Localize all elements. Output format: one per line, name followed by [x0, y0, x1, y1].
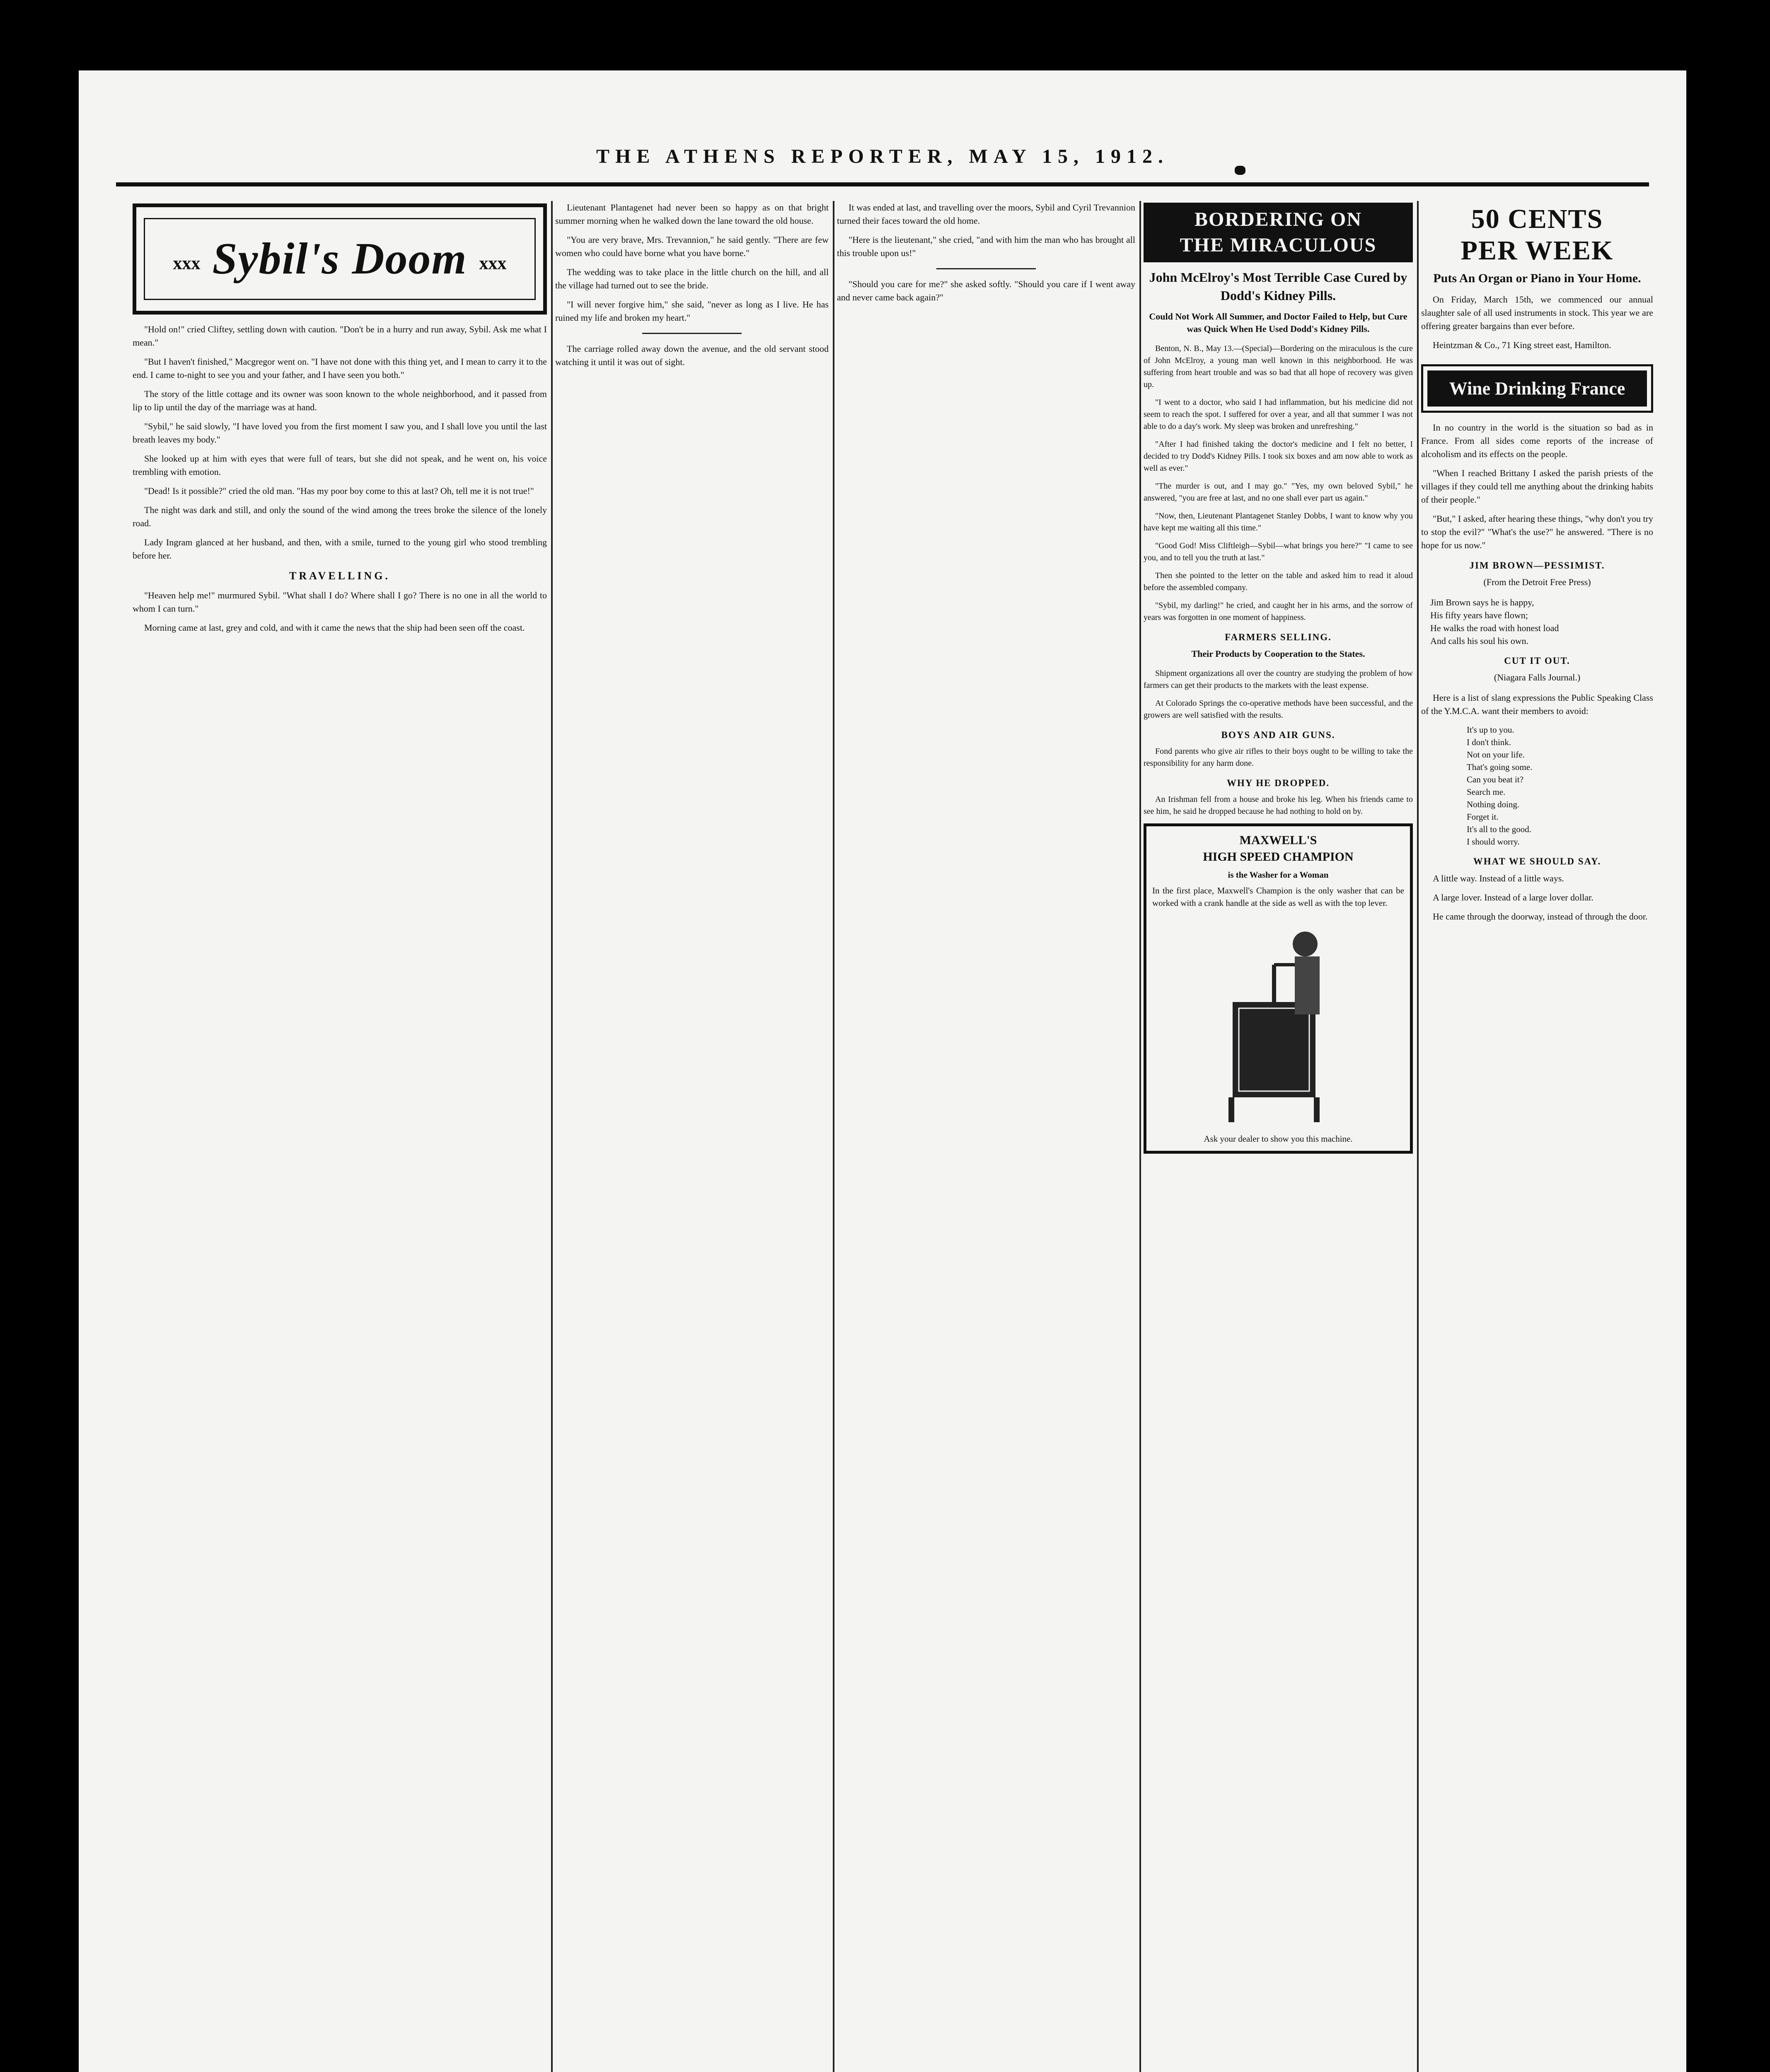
- ad-subtitle: HIGH SPEED CHAMPION: [1203, 850, 1354, 864]
- france-title: Wine Drinking France: [1427, 370, 1647, 407]
- news-paragraph: "After I had finished taking the doctor's medicine and I felt no better, I decided to try Dodd's Kidney Pills. I took six boxes and am now able to work as well as ever.": [1144, 440, 1413, 473]
- dodds-subheadline: John McElroy's Most Terrible Case Cured by Dodd's Kidney Pills.: [1149, 270, 1407, 303]
- news-paragraph: "Sybil, my darling!" he cried, and caught her in his arms, and the sorrow of years was forgotten in one moment of happiness.: [1144, 601, 1413, 622]
- newspaper-page: [79, 70, 1686, 2072]
- ink-speck: [1235, 166, 1245, 175]
- news-paragraph: "I went to a doctor, who said I had inflammation, but his medicine did not seem to reach the spot. I suffered for over a year, and all that summer I was not able to do a day's work. My sleep was broken and unrefreshing.": [1144, 398, 1413, 431]
- story-paragraph: "Hold on!" cried Cliftey, settling down with caution. "Don't be in a hurry and run away, Sybil. Ask me what I mean.": [133, 324, 547, 348]
- story-paragraph: The wedding was to take place in the little church on the hill, and all the village had turned out to see the bride.: [555, 267, 829, 290]
- jim-brown-source: (From the Detroit Free Press): [1483, 577, 1591, 587]
- page-header: THE ATHENS REPORTER, MAY 15, 1912.: [596, 145, 1169, 167]
- poem: [1430, 596, 1653, 647]
- slang-item: Can you beat it?: [1467, 775, 1524, 784]
- slang-item: It's up to you.: [1467, 725, 1514, 735]
- story-paragraph: "But I haven't finished," Macgregor went on. "I have not done with this thing yet, and I mean to carry it to the end. I came to-night to see you and your father, and I have seen you both.": [133, 356, 547, 380]
- france-title-box: [1421, 364, 1653, 413]
- story-paragraph: Lieutenant Plantagenet had never been so happy as on that bright summer morning when he walked down the lane toward the old house.: [555, 202, 829, 226]
- ad-tagline: is the Washer for a Woman: [1228, 870, 1329, 880]
- maxwell-washer-ad: [1144, 823, 1413, 1154]
- ad-price: 50 CENTS: [1471, 204, 1603, 234]
- news-column: [1144, 201, 1413, 2072]
- news-paragraph: Benton, N. B., May 13.—(Special)—Bordering on the miraculous is the cure of John McElroy, a young man well known in this neighborhood. He was suffering from heart trouble and was so bad that all hope of recovery was given up.: [1144, 344, 1413, 389]
- story-column-continued: [555, 201, 829, 2072]
- divider: [642, 333, 742, 334]
- dodds-headline-box: [1144, 203, 1413, 262]
- jim-brown-heading: JIM BROWN—PESSIMIST.: [1469, 560, 1605, 571]
- slang-item: Nothing doing.: [1467, 799, 1520, 809]
- story-paragraph: She looked up at him with eyes that were full of tears, but she did not speak, and he went on, his voice trembling with emotion.: [133, 453, 547, 477]
- ad-paragraph: On Friday, March 15th, we commenced our annual slaughter sale of all used instruments in stock. This year we are offering greater bargains than ever before.: [1421, 294, 1653, 331]
- ads-column: [1421, 201, 1653, 2072]
- ad-period: PER WEEK: [1460, 235, 1614, 266]
- cut-it-out-heading: CUT IT OUT.: [1504, 656, 1570, 666]
- slang-item: Forget it.: [1467, 812, 1499, 822]
- story-paragraph: "I will never forgive him," she said, "never as long as I live. He has ruined my life and broken my heart.": [555, 299, 829, 323]
- farmers-heading: FARMERS SELLING.: [1225, 632, 1332, 642]
- article-paragraph: A large lover. Instead of a large lover dollar.: [1433, 892, 1593, 903]
- story-title-box: [133, 203, 547, 315]
- cut-it-out-source: (Niagara Falls Journal.): [1494, 672, 1581, 683]
- washing-machine-illustration: [1216, 915, 1340, 1130]
- dropped-heading: WHY HE DROPPED.: [1226, 778, 1330, 788]
- ad-title: MAXWELL'S: [1239, 833, 1317, 847]
- dodds-headline-line: BORDERING ON: [1194, 208, 1362, 230]
- story-title: [144, 218, 536, 300]
- slang-list: [1467, 724, 1653, 848]
- article-paragraph: Here is a list of slang expressions the Public Speaking Class of the Y.M.C.A. want their members to avoid:: [1421, 692, 1653, 716]
- dodds-headline-line: THE MIRACULOUS: [1180, 234, 1377, 256]
- ad-paragraph: Heintzman & Co., 71 King street east, Hamilton.: [1433, 340, 1611, 350]
- ad-footer: Ask your dealer to show you this machine.: [1204, 1134, 1353, 1144]
- what-we-should-say-heading: WHAT WE SHOULD SAY.: [1473, 856, 1601, 867]
- column-rule: [1139, 201, 1141, 2072]
- slang-item: Not on your life.: [1467, 750, 1525, 760]
- story-paragraph: "Should you care for me?" she asked softly. "Should you care if I went away and never came back again?": [837, 279, 1135, 303]
- ad-subtitle: Puts An Organ or Piano in Your Home.: [1433, 271, 1641, 285]
- poem-line: He walks the road with honest load: [1430, 623, 1559, 633]
- poem-line: And calls his soul his own.: [1430, 636, 1529, 646]
- piano-ad: [1421, 203, 1653, 287]
- story-paragraph: "You are very brave, Mrs. Trevannion," he said gently. "There are few women who could have borne what you have borne.": [555, 235, 829, 258]
- section-heading: TRAVELLING.: [289, 570, 390, 582]
- story-paragraph: The night was dark and still, and only the sound of the wind among the trees broke the silence of the lonely road.: [133, 505, 547, 528]
- column-rule: [551, 201, 553, 2072]
- slang-item: I don't think.: [1467, 737, 1511, 747]
- news-paragraph: Fond parents who give air rifles to their boys ought to be willing to take the responsibility for any harm done.: [1144, 747, 1413, 768]
- story-paragraph: "Here is the lieutenant," she cried, "and with him the man who has brought all this trouble upon us!": [837, 235, 1135, 258]
- story-paragraph: Lady Ingram glanced at her husband, and then, with a smile, turned to the young girl who stood trembling before her.: [133, 537, 547, 561]
- poem-line: His fifty years have flown;: [1430, 610, 1528, 620]
- story-title-text: Sybil's Doom: [212, 234, 467, 283]
- title-ornament: xxx: [479, 253, 507, 274]
- story-paragraph: "Dead! Is it possible?" cried the old man. "Has my poor boy come to this at last? Oh, tell me it is not true!": [144, 486, 534, 496]
- title-ornament: xxx: [173, 253, 201, 274]
- news-paragraph: "Good God! Miss Cliftleigh—Sybil—what brings you here?" "I came to see you, and to tell you the truth at last.": [1144, 541, 1413, 562]
- article-paragraph: "But," I asked, after hearing these things, "why don't you try to stop the evil?" "What's the use?" he answered. "There is no hope for us now.": [1421, 513, 1653, 550]
- story-paragraph: "Heaven help me!" murmured Sybil. "What shall I do? Where shall I go? There is no one in all the world to whom I can turn.": [133, 590, 547, 614]
- column-rule: [833, 201, 834, 2072]
- ad-body: In the first place, Maxwell's Champion is the only washer that can be worked with a crank handle at the side as well as with the top lever.: [1152, 886, 1404, 908]
- slang-item: I should worry.: [1467, 837, 1520, 847]
- header-rule: [116, 182, 1649, 186]
- news-paragraph: "The murder is out, and I may go." "Yes, my own beloved Sybil," he answered, "you are free at last, and no one shall ever part us again.": [1144, 482, 1413, 503]
- divider: [936, 268, 1036, 269]
- news-paragraph: At Colorado Springs the co-operative methods have been successful, and the growers are well satisfied with the results.: [1144, 699, 1413, 720]
- news-paragraph: An Irishman fell from a house and broke his leg. When his friends came to see him, he said he dropped because he had nothing to hold on by.: [1144, 795, 1413, 816]
- story-paragraph: It was ended at last, and travelling over the moors, Sybil and Cyril Trevannion turned their faces toward the old home.: [837, 202, 1135, 226]
- dodds-deck: Could Not Work All Summer, and Doctor Failed to Help, but Cure was Quick When He Used Dodd's Kidney Pills.: [1149, 311, 1407, 334]
- news-paragraph: "Now, then, Lieutenant Plantagenet Stanley Dobbs, I want to know why you have kept me waiting all this time.": [1144, 511, 1413, 533]
- slang-item: It's all to the good.: [1467, 824, 1532, 834]
- article-paragraph: He came through the doorway, instead of through the door.: [1433, 911, 1648, 922]
- farmers-deck: Their Products by Cooperation to the States.: [1191, 649, 1365, 659]
- news-paragraph: Then she pointed to the letter on the table and asked him to read it aloud before the assembled company.: [1144, 571, 1413, 592]
- story-paragraph: Morning came at last, grey and cold, and with it came the news that the ship had been seen off the coast.: [144, 622, 525, 633]
- news-paragraph: Shipment organizations all over the country are studying the problem of how farmers can get their products to the markets with the least expense.: [1144, 669, 1413, 690]
- airguns-heading: BOYS AND AIR GUNS.: [1221, 730, 1335, 740]
- story-paragraph: The carriage rolled away down the avenue, and the old servant stood watching it until it was out of sight.: [555, 344, 829, 367]
- slang-item: Search me.: [1467, 787, 1506, 797]
- story-paragraph: "Sybil," he said slowly, "I have loved you from the first moment I saw you, and I shall love you until the last breath leaves my body.": [133, 421, 547, 445]
- story-column: [133, 201, 547, 2072]
- article-paragraph: In no country in the world is the situation so bad as in France. From all sides come reports of the increase of alcoholism and its effects on the people.: [1421, 422, 1653, 459]
- article-paragraph: "When I reached Brittany I asked the parish priests of the villages if they could tell me anything about the drinking habits of their people.": [1421, 468, 1653, 505]
- article-paragraph: A little way. Instead of a little ways.: [1433, 873, 1564, 884]
- column-rule: [1417, 201, 1419, 2072]
- story-paragraph: The story of the little cottage and its owner was soon known to the whole neighborhood, and it passed from lip to lip until the day of the marriage was at hand.: [133, 389, 547, 412]
- poem-line: Jim Brown says he is happy,: [1430, 597, 1534, 608]
- slang-item: That's going some.: [1467, 762, 1533, 772]
- story-column-continued: [837, 201, 1135, 2072]
